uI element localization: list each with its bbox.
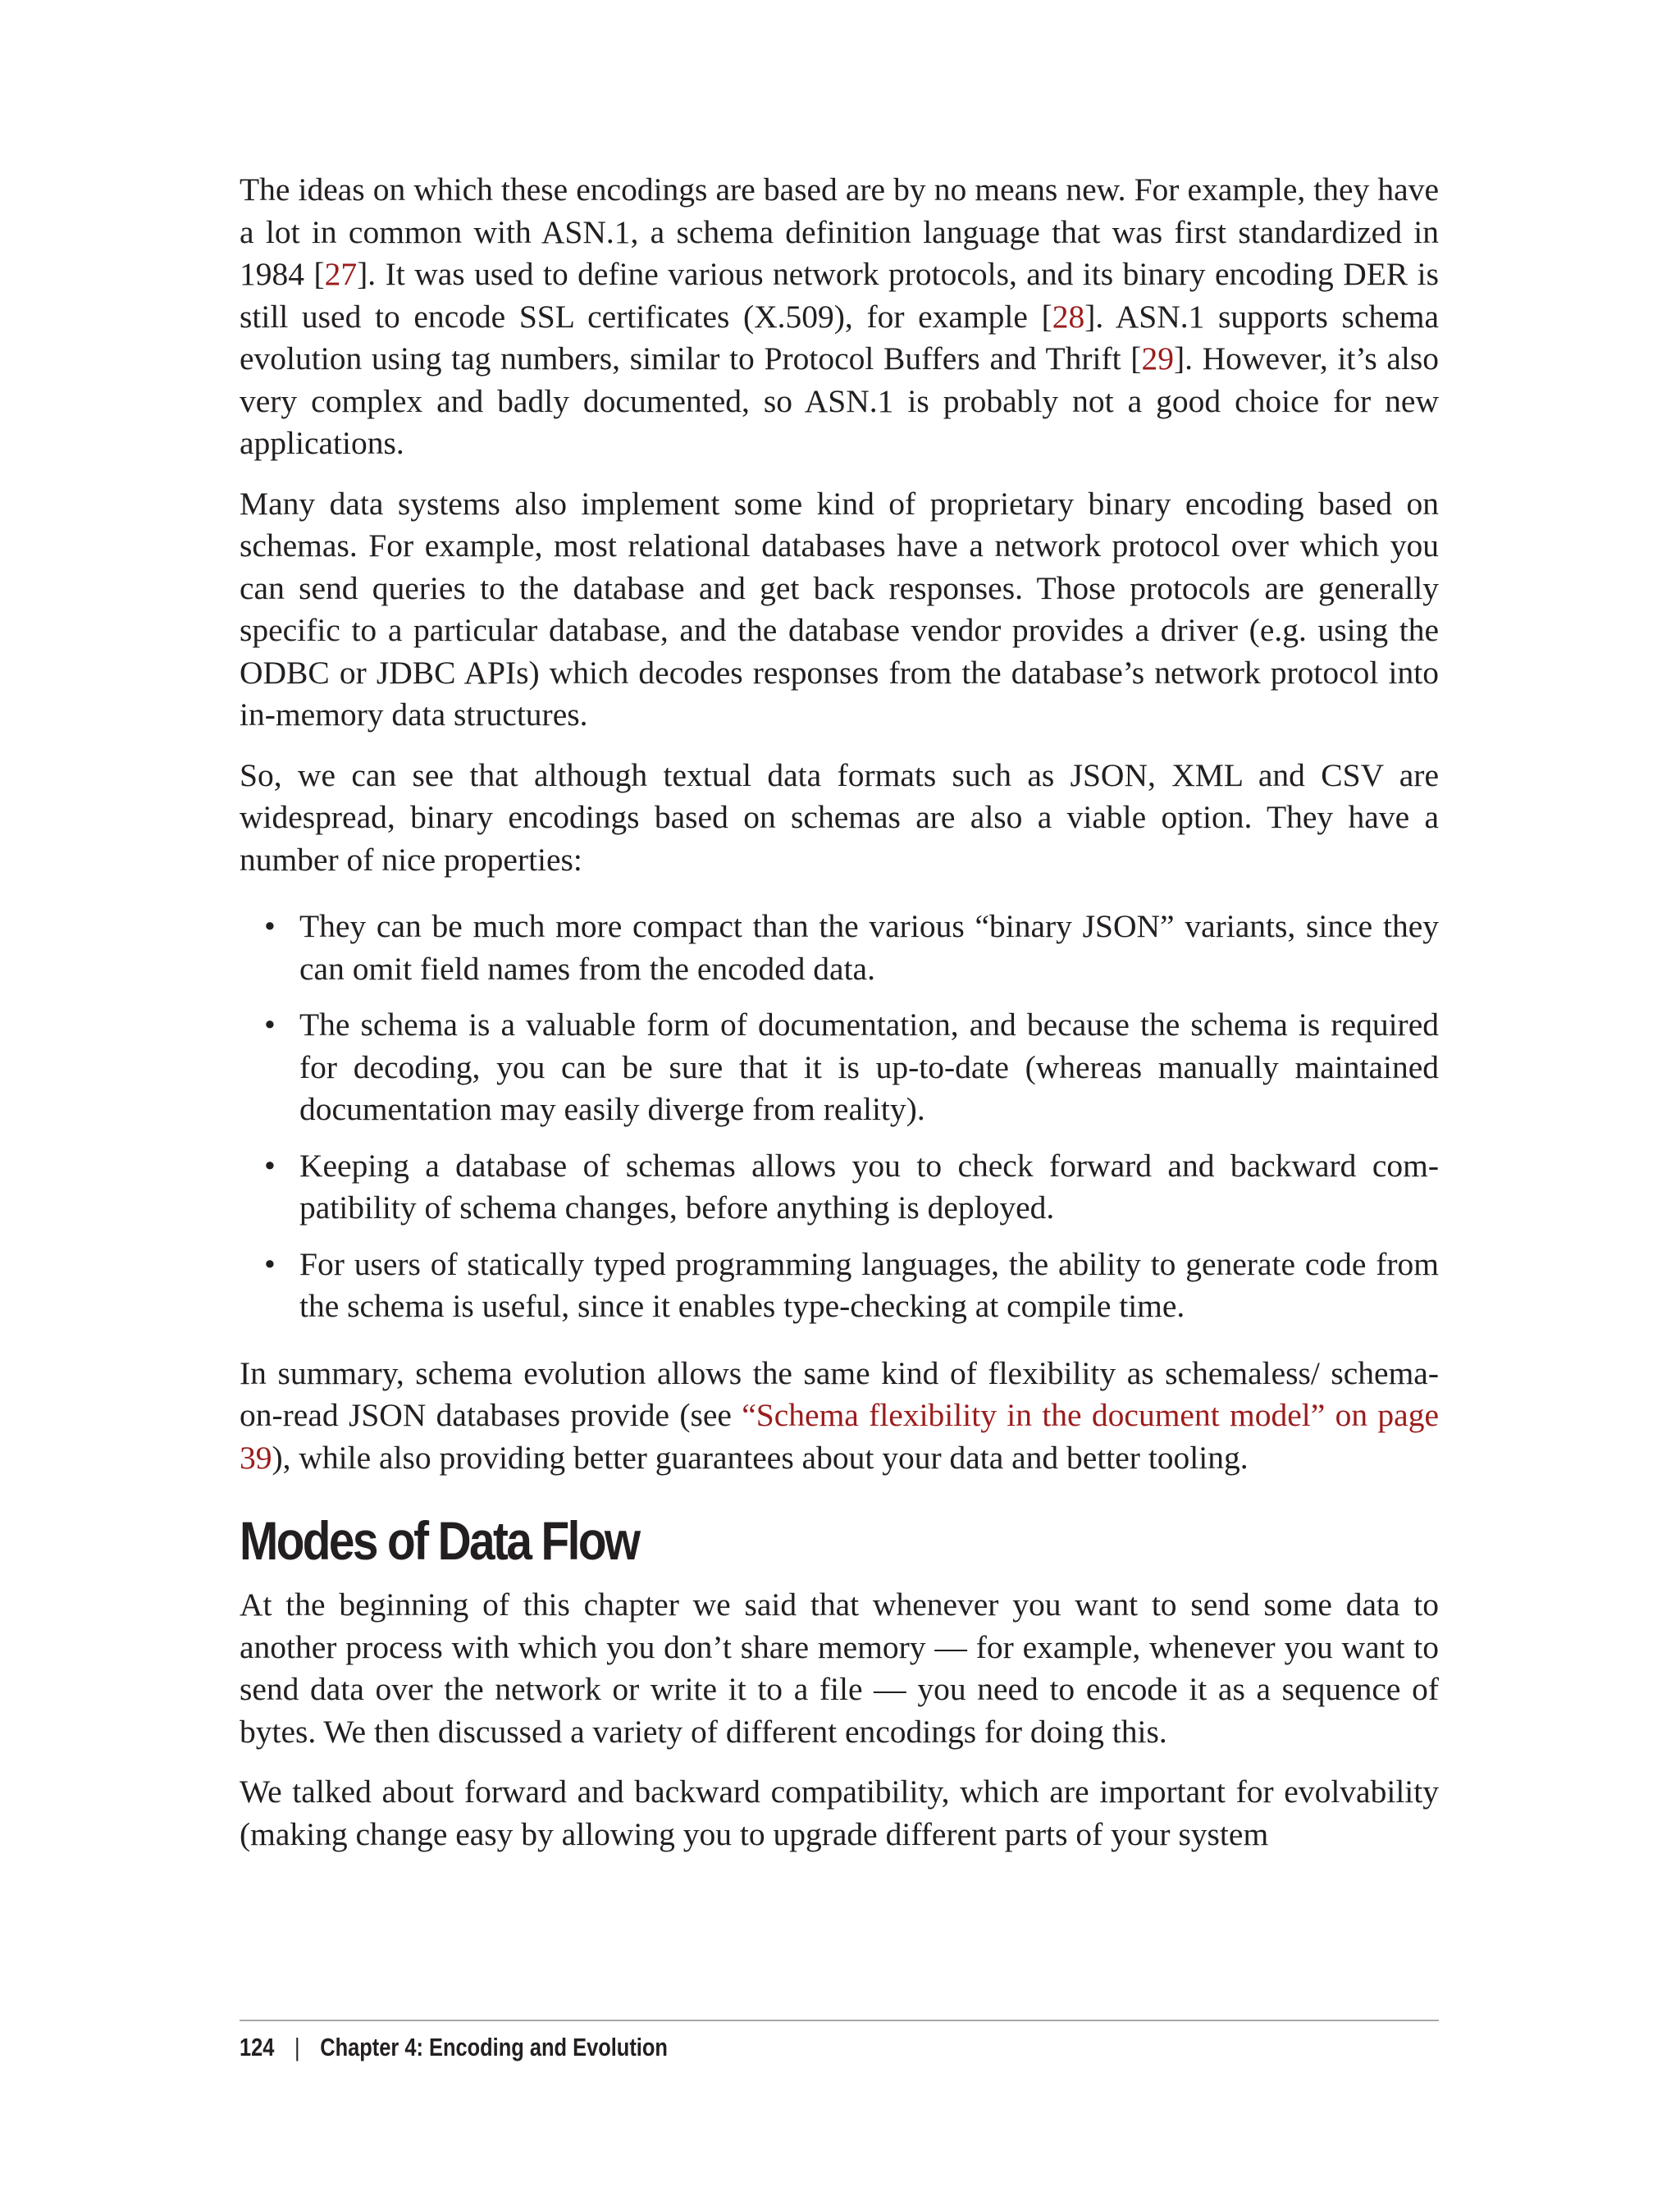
properties-list (240, 906, 1439, 1328)
paragraph-summary: In summary, schema evolution allows the same kind of flexibility as schemaless/ schema-on-read JSON databases provide (see “Schema flexibility in the document model” on page 39), while also providing better guarantees about your data and better tooling. (240, 1354, 1439, 1476)
paragraph-proprietary-encodings: Many data systems also implement some kind of proprietary binary encoding based on schemas. For example, most relational databases have a network protocol over which you can send queries to the database and get back responses. Those protocols are generally specific to a particular database, and the database vendor provides a driver (e.g. using the ODBC or JDBC APIs) which decodes responses from the database’s network protocol into in-memory data structures. (240, 485, 1439, 733)
citation-29[interactable]: 29 (1141, 340, 1174, 377)
page-body (240, 169, 1439, 1874)
footer-separator: | (294, 2033, 300, 2061)
list-item: • The schema is a valuable form of documentation, and because the schema is required for decoding, you can be sure that it is up-to-date (whereas manually maintained documentation may easily diverge from reality). (240, 1004, 1439, 1131)
page-number: 124 (240, 2033, 275, 2061)
section-heading: Modes of Data Flow (240, 1510, 639, 1571)
paragraph-binary-encodings: So, we can see that although textual data formats such as JSON, XML and CSV are widespread, binary encodings based on schemas are also a viable option. They have a number of nice properties: (240, 756, 1439, 878)
page-footer (240, 2031, 668, 2064)
paragraph-compatibility: We talked about forward and backward compatibility, which are important for evolvability (making change easy by allowing you to upgrade different parts of your system (240, 1774, 1439, 1852)
paragraph-asn1: The ideas on which these encodings are based are by no means new. For example, they have a lot in common with ASN.1, a schema definition language that was first standardized in 1984 [27]. It was used to define various network protocols, and its binary encoding DER is still used to encode SSL certificates (X.509), for example [28]. ASN.1 supports schema evolution using tag numbers, similar to Protocol Buffers and Thrift [29]. However, it’s also very complex and badly documented, so ASN.1 is probably not a good choice for new applications. (240, 171, 1440, 461)
list-item: • For users of statically typed programming languages, the ability to generate code from the schema is useful, since it enables type-checking at compile time. (240, 1244, 1439, 1328)
citation-28[interactable]: 28 (1052, 298, 1085, 335)
footer-rule (240, 2020, 1439, 2021)
chapter-title: Chapter 4: Encoding and Evolution (320, 2033, 668, 2061)
list-item: • Keeping a database of schemas allows you to check forward and backward compatibility of schema changes, before anything is deployed. (240, 1145, 1439, 1230)
paragraph-chapter-recap: At the beginning of this chapter we said that whenever you want to send some data to another process with which you don’t share memory — for example, whenever you want to send data over the network or write it to a file — you need to encode it as a sequence of bytes. We then discussed a variety of different encodings for doing this. (240, 1586, 1439, 1750)
body-text (240, 169, 1439, 1856)
list-item: • They can be much more compact than the various “binary JSON” variants, since they can omit field names from the encoded data. (240, 906, 1439, 990)
cross-reference-link[interactable]: “Schema flexibility in the document model” on page 39 (240, 1397, 1439, 1476)
citation-27[interactable]: 27 (324, 256, 358, 292)
